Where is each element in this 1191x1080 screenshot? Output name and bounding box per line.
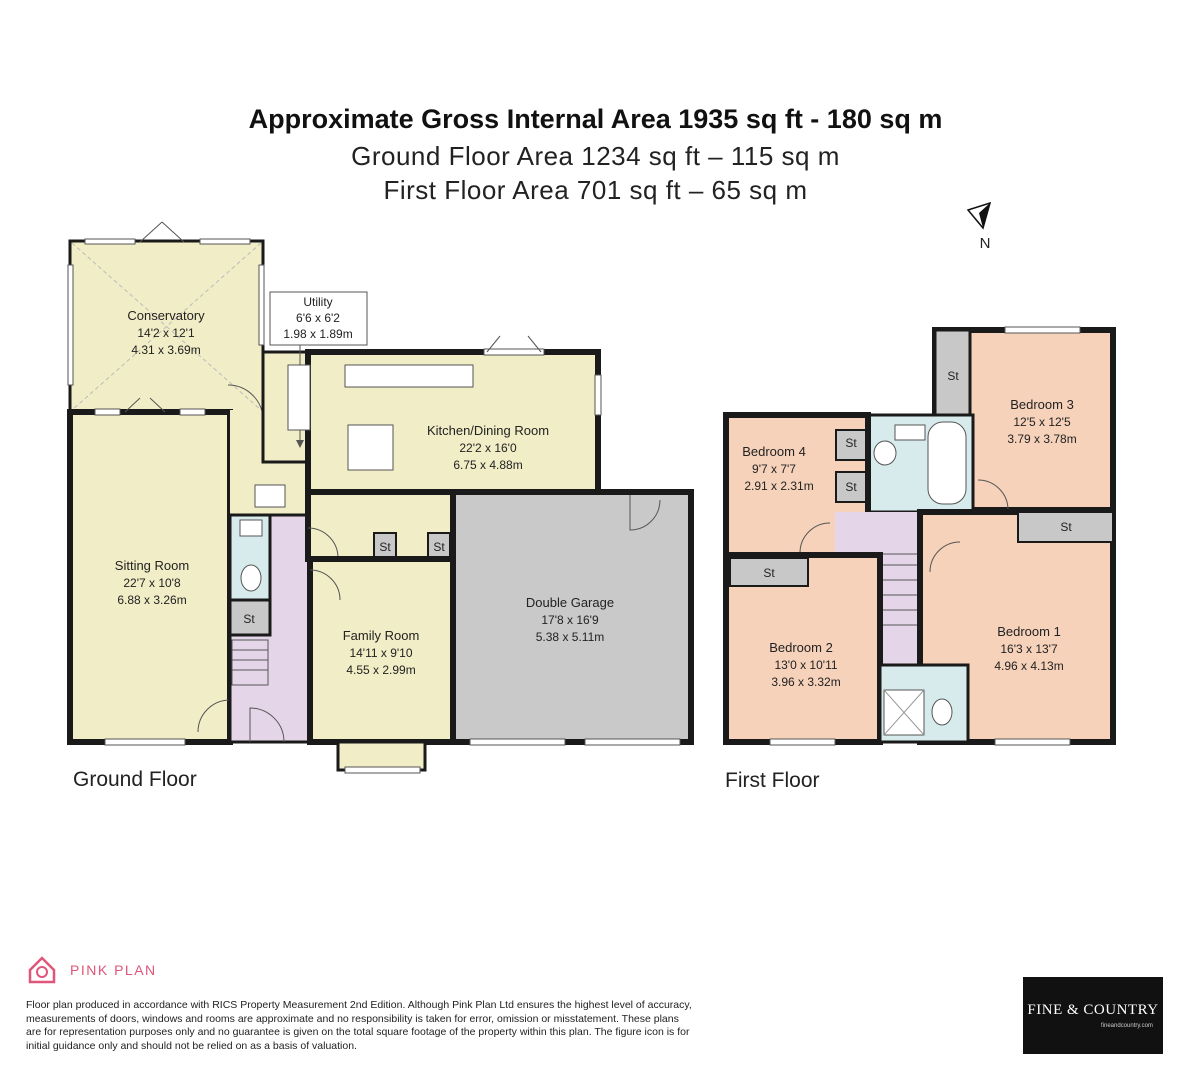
- bedroom2-metric: 3.96 x 3.32m: [771, 675, 841, 689]
- bathroom: [868, 415, 973, 512]
- brand-name: FINE & COUNTRY: [1027, 1002, 1159, 1018]
- store-label: St: [845, 480, 857, 494]
- kitchen-name: Kitchen/Dining Room: [426, 423, 550, 438]
- bedroom4-metric: 2.91 x 2.31m: [744, 479, 814, 493]
- utility-metric: 1.98 x 1.89m: [283, 327, 353, 341]
- store-label: St: [379, 540, 391, 554]
- store-label: St: [1060, 520, 1072, 534]
- first-floor-area: First Floor Area 701 sq ft – 65 sq m: [383, 175, 808, 205]
- first-floor-label: First Floor: [725, 769, 820, 792]
- garage-imperial: 17'8 x 16'9: [541, 613, 599, 627]
- bedroom1-metric: 4.96 x 4.13m: [994, 659, 1064, 673]
- bedroom3-metric: 3.79 x 3.78m: [1007, 432, 1077, 446]
- pink-plan-logo-icon: [30, 958, 54, 982]
- ground-floor-area: Ground Floor Area 1234 sq ft – 115 sq m: [351, 141, 840, 171]
- bedroom1-name: Bedroom 1: [997, 624, 1061, 639]
- utility-imperial: 6'6 x 6'2: [296, 311, 340, 325]
- kitchen-metric: 6.75 x 4.88m: [453, 458, 523, 472]
- garage-metric: 5.38 x 5.11m: [535, 630, 605, 644]
- bedroom2-imperial: 13'0 x 10'11: [774, 658, 838, 672]
- disclaimer-text: Floor plan produced in accordance with RICS Property Measurement 2nd Edition. Although Pink Plan Ltd ensures the highest level of accuracy, measurements of doors, windows and rooms are approximate and no responsibility is taken for error, omission or misstatement. These plans are for representation purposes only and no guarantee is given on the total square footage of the property within this plan. The figure icon is for initial guidance only and should not be relied on as a basis of valuation.: [26, 999, 692, 1052]
- store-label: St: [433, 540, 445, 554]
- family-metric: 4.55 x 2.99m: [346, 663, 416, 677]
- conservatory-metric: 4.31 x 3.69m: [131, 343, 201, 357]
- bedroom1-imperial: 16'3 x 13'7: [1000, 642, 1058, 656]
- family-name: Family Room: [342, 628, 420, 643]
- kitchen-imperial: 22'2 x 16'0: [459, 441, 517, 455]
- store-label: St: [947, 369, 959, 383]
- conservatory-name: Conservatory: [127, 308, 205, 323]
- family-imperial: 14'11 x 9'10: [349, 646, 413, 660]
- conservatory-imperial: 14'2 x 12'1: [137, 326, 195, 340]
- utility-name: Utility: [303, 295, 333, 309]
- compass-label: N: [979, 235, 991, 252]
- ground-floor-label: Ground Floor: [73, 768, 197, 791]
- sitting-name: Sitting Room: [114, 558, 190, 573]
- bedroom3-name: Bedroom 3: [1010, 397, 1074, 412]
- bedroom2-name: Bedroom 2: [769, 640, 833, 655]
- compass-icon: [968, 203, 990, 252]
- garage-name: Double Garage: [525, 595, 615, 610]
- store-label: St: [763, 566, 775, 580]
- fine-country-logo: [1023, 977, 1163, 1054]
- bedroom3-imperial: 12'5 x 12'5: [1013, 415, 1071, 429]
- store-label: St: [845, 436, 857, 450]
- store-label: St: [243, 612, 255, 626]
- area-title: Approximate Gross Internal Area 1935 sq ft - 180 sq m: [248, 104, 943, 134]
- pink-plan-logo-text: PINK PLAN: [70, 962, 157, 978]
- bedroom4-name: Bedroom 4: [742, 444, 806, 459]
- sitting-metric: 6.88 x 3.26m: [117, 593, 187, 607]
- brand-url: fineandcountry.com: [1101, 1023, 1153, 1029]
- bedroom4-imperial: 9'7 x 7'7: [752, 462, 796, 476]
- sitting-imperial: 22'7 x 10'8: [123, 576, 181, 590]
